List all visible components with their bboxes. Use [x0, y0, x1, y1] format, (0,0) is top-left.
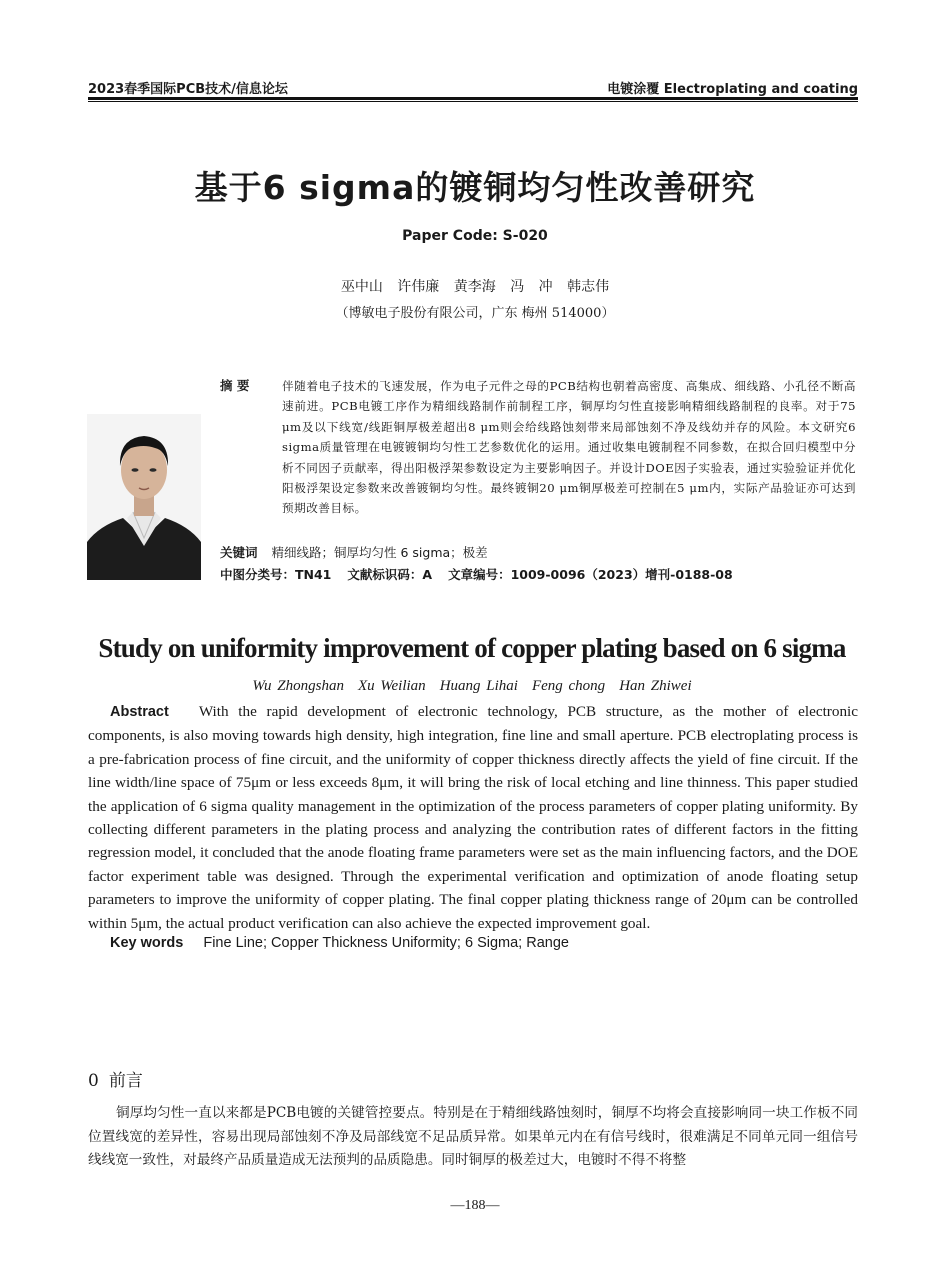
header-forum-name: 2023春季国际PCB技术/信息论坛	[88, 82, 288, 97]
keywords-chinese	[220, 543, 488, 561]
section-title: 前言	[108, 1071, 143, 1091]
keywords-english-text: Fine Line; Copper Thickness Uniformity; 6 Sigma; Range	[203, 935, 569, 951]
header-rule-thin	[88, 101, 858, 102]
keywords-english	[110, 935, 569, 951]
section-number: 0	[88, 1071, 99, 1091]
author-english: Feng chong	[531, 678, 606, 694]
document-code: 文献标识码：A	[347, 567, 433, 582]
abstract-english-text: With the rapid development of electronic technology, PCB structure, as the mother of electronic components, is also moving towards high density, high integration, fine line and small aperture. PCB electroplating process is a pre-fabrication process of fine circuit, and the uniformity of copper thickness directly affects the yield of fine circuit. If the line width/line space of 75μm or less exceeds 8μm, it will bring the risk of local etching and line thinness. This paper studied the application of 6 sigma quality management in the optimization of the process parameters of copper plating uniformity. By collecting different parameters in the plating process and analyzing the contribution rates of different factors in the fitting regression model, it concluded that the anode floating frame parameters were set as the main influencing factors, and the DOE factor experiment table was designed. Through the experimental verification and optimization of anode floating setup parameters to improve the uniformity of copper plating. The final copper plating thickness range of 20μm can be controlled within 5μm, the actual product verification can also achieve the expected improvement goal.	[88, 703, 858, 932]
article-number: 文章编号：1009-0096（2023）增刊-0188-08	[448, 567, 733, 582]
abstract-english-label: Abstract	[110, 704, 169, 720]
author-english: Huang Lihai	[439, 678, 518, 694]
author-english: Han Zhiwei	[619, 678, 692, 694]
paper-code: Paper Code: S-020	[402, 228, 548, 244]
section-body-text: 铜厚均匀性一直以来都是PCB电镀的关键管控要点。特别是在于精细线路蚀刻时，铜厚不均将会直接影响同一块工作板不同位置线宽的差异性，容易出现局部蚀刻不净及局部线宽不足品质异常。如果单元内在有信号线时，很难满足不同单元同一组信号线线宽一致性，对最终产品质量造成无法预判的品质隐患。同时铜厚的极差过大，电镀时不得不将整	[88, 1105, 858, 1168]
keywords-chinese-label: 关键词	[220, 545, 258, 560]
abstract-chinese-text: 伴随着电子技术的飞速发展，作为电子元件之母的PCB结构也朝着高密度、高集成、细线路、小孔径不断高速前进。PCB电镀工序作为精细线路制作前制程工序，铜厚均匀性直接影响精细线路制程的良率。对于75 μm及以下线宽/线距铜厚极差超出8 μm则会给线路蚀刻带来局部蚀刻不净及线幼并存的风险。本文研究6 sigma质量管理在电镀镀铜均匀性工艺参数优化的运用。通过收集电镀制程不同参数，在拟合回归模型中分析不同因子贡献率，得出阳极浮架参数设定为主要影响因子。并设计DOE因子实验表，通过实验验证并优化阳极浮架设定参数来改善镀铜均匀性。最终镀铜20 μm铜厚极差可控制在5 μm内，实际产品验证亦可达到预期改善目标。	[282, 379, 856, 516]
title-chinese: 基于6 sigma的镀铜均匀性改善研究	[194, 168, 756, 207]
keywords-chinese-text: 精细线路；铜厚均匀性 6 sigma；极差	[271, 545, 488, 560]
running-header	[88, 74, 858, 98]
author-english: Wu Zhongshan	[252, 678, 344, 694]
keywords-english-label: Key words	[110, 935, 184, 951]
abstract-english	[88, 700, 858, 935]
authors-chinese: 巫中山 许伟廉 黄李海 冯 冲 韩志伟	[340, 279, 610, 295]
title-english: Study on uniformity improvement of copper plating based on 6 sigma	[98, 633, 846, 663]
affiliation-chinese: （博敏电子股份有限公司，广东 梅州 514000）	[335, 306, 615, 321]
authors-english	[0, 678, 944, 695]
author-english: Xu Weilian	[357, 678, 426, 694]
header-section-name: 电镀涂覆 Electroplating and coating	[607, 82, 858, 97]
abstract-chinese-label: 摘 要	[220, 378, 250, 393]
page-number: —188—	[450, 1198, 500, 1213]
section-heading	[88, 1066, 153, 1091]
classification-line	[220, 565, 749, 583]
author-photo	[87, 414, 201, 580]
header-rule-thick	[88, 97, 858, 100]
clc-number: 中图分类号：TN41	[220, 567, 332, 582]
